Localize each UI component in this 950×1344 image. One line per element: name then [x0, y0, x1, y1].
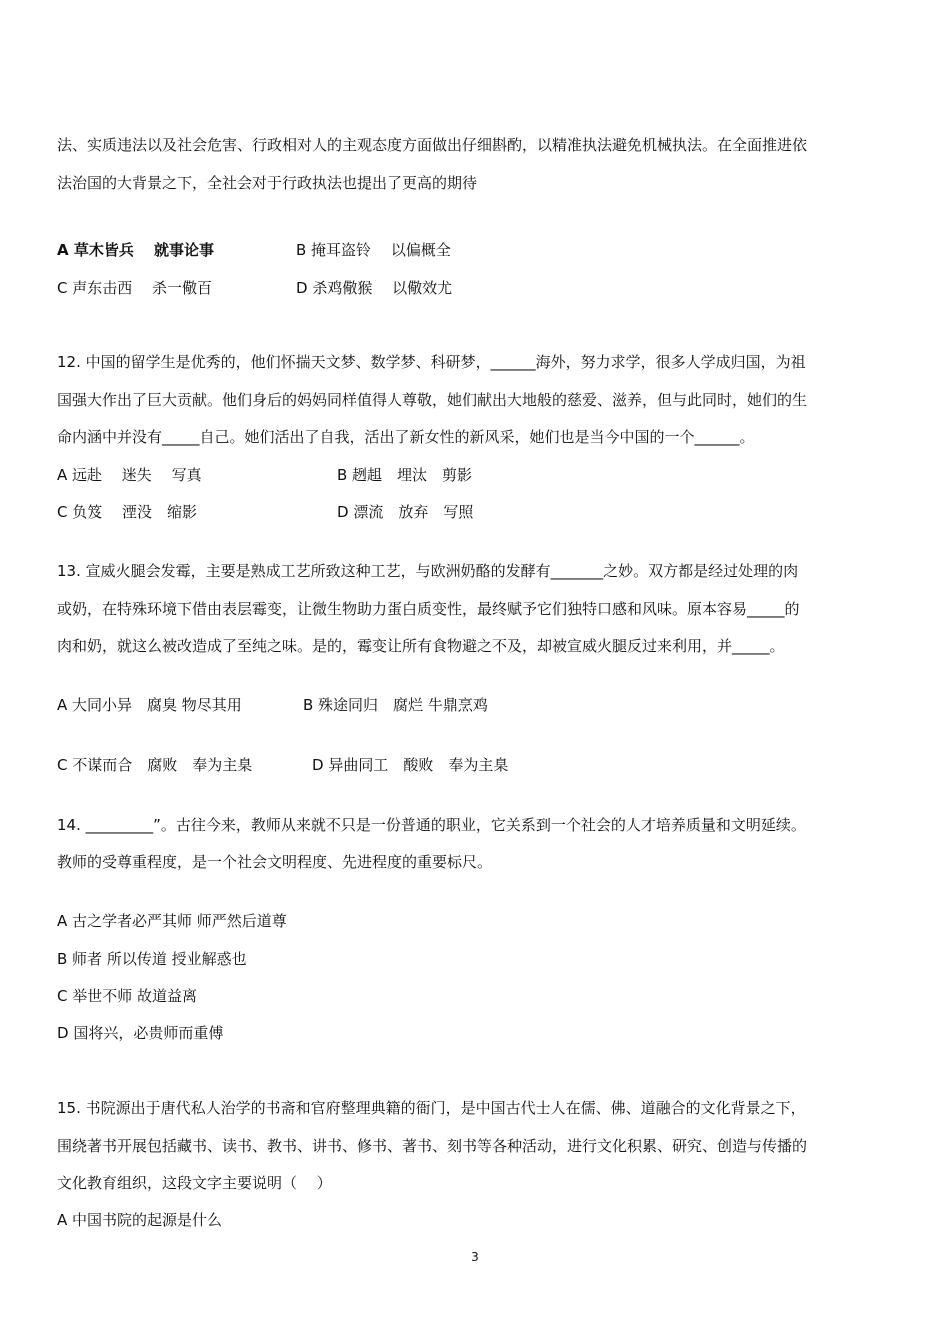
q14-option-c: C 举世不师 故道益离 — [57, 987, 198, 1005]
q13-option-a: A 大同小异 腐臭 物尽其用 — [57, 696, 242, 714]
q12-option-b: B 趔趄 埋汰 剪影 — [337, 466, 473, 484]
q15-line-1: 15. 书院源出于唐代私人治学的书斋和官府整理典籍的衙门，是中国古代士人在儒、佛、道融合的文化背景之下， — [57, 1099, 806, 1117]
q14-line-1: 14. _________”。古往今来，教师从来就不只是一份普通的职业，它关系到一个社会的人才培养质量和文明延续。 — [57, 816, 806, 834]
q13-option-d: D 异曲同工 酸败 奉为主臬 — [312, 756, 509, 774]
intro-line-2: 法治国的大背景之下，全社会对于行政执法也提出了更高的期待 — [57, 174, 478, 192]
intro-option-c: C 声东击西 杀一儆百 — [57, 279, 213, 297]
q15-option-a: A 中国书院的起源是什么 — [57, 1211, 223, 1229]
intro-option-b: B 掩耳盗铃 以偏概全 — [296, 241, 451, 259]
q13-line-1: 13. 宣威火腿会发霉，主要是熟成工艺所致这种工艺，与欧洲奶酪的发酵有_______之妙。双方都是经过处理的肉 — [57, 562, 799, 580]
q14-option-a: A 古之学者必严其师 师严然后道尊 — [57, 912, 287, 930]
q15-line-3: 文化教育组织，这段文字主要说明（ ） — [57, 1174, 332, 1192]
q12-option-a: A 远赴 迷失 写真 — [57, 466, 202, 484]
intro-option-a: A 草木皆兵 就事论事 — [57, 241, 215, 259]
q12-option-c: C 负笈 湮没 缩影 — [57, 503, 198, 521]
q13-line-2: 或奶，在特殊环境下借由表层霉变，让微生物助力蛋白质变性，最终赋予它们独特口感和风味。原本容易_____的 — [57, 600, 800, 618]
q13-line-3: 肉和奶，就这么被改造成了至纯之味。是的，霉变让所有食物避之不及，却被宣威火腿反过来利用，并_____。 — [57, 637, 785, 655]
q13-option-c: C 不谋而合 腐败 奉为主臬 — [57, 756, 253, 774]
q14-line-2: 教师的受尊重程度，是一个社会文明程度、先进程度的重要标尺。 — [57, 853, 493, 871]
intro-line-1: 法、实质违法以及社会危害、行政相对人的主观态度方面做出仔细斟酌，以精准执法避免机械执法。在全面推进依 — [57, 136, 808, 154]
q15-line-2: 围绕著书开展包括藏书、读书、教书、讲书、修书、著书、刻书等各种活动，进行文化积累、研究、创造与传播的 — [57, 1137, 808, 1155]
page-number: 3 — [471, 1250, 479, 1264]
q13-option-b: B 殊途同归 腐烂 牛鼎烹鸡 — [303, 696, 488, 714]
q12-line-3: 命内涵中并没有_____自己。她们活出了自我，活出了新女性的新风采，她们也是当今中国的一个______。 — [57, 428, 755, 446]
intro-option-d: D 杀鸡儆猴 以儆效尤 — [296, 279, 453, 297]
q12-line-1: 12. 中国的留学生是优秀的，他们怀揣天文梦、数学梦、科研梦，______海外，努力求学，很多人学成归国，为祖 — [57, 353, 806, 371]
q14-option-d: D 国将兴，必贵师而重傅 — [57, 1024, 224, 1042]
q12-line-2: 国强大作出了巨大贡献。他们身后的妈妈同样值得人尊敬，她们献出大地般的慈爱、滋养，但与此同时，她们的生 — [57, 391, 808, 409]
q12-option-d: D 漂流 放弃 写照 — [337, 503, 474, 521]
q14-option-b: B 师者 所以传道 授业解惑也 — [57, 950, 247, 968]
